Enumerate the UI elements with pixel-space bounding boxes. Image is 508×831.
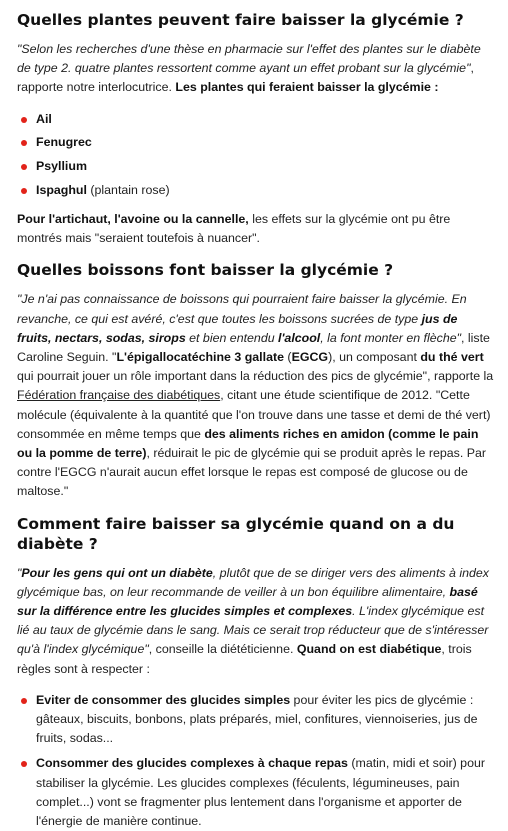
bold-text: du thé vert bbox=[420, 349, 484, 364]
bold-text: Pour l'artichaut, l'avoine ou la cannelle, bbox=[17, 211, 249, 226]
quote-text: " bbox=[17, 565, 22, 580]
list-item bbox=[17, 133, 494, 152]
list-item-text: (plantain rose) bbox=[86, 182, 170, 197]
bold-text: Les plantes qui feraient baisser la glycémie : bbox=[175, 80, 439, 95]
rules-list bbox=[17, 691, 494, 831]
list-item-bold: Eviter de consommer des glucides simples bbox=[36, 692, 291, 707]
body-text: , rapporte notre interlocutrice. bbox=[17, 61, 474, 95]
list-item bbox=[17, 754, 494, 831]
list-item-bold: Psyllium bbox=[36, 159, 87, 174]
body-text: ( bbox=[283, 349, 292, 364]
bullet-icon bbox=[21, 164, 27, 170]
plantes-intro-paragraph bbox=[17, 40, 494, 98]
bullet-icon bbox=[21, 117, 27, 123]
bold-text: Quand on est diabétique bbox=[296, 642, 442, 657]
bold-text: basé sur la différence entre les glucides simples et complexes bbox=[17, 584, 478, 618]
bold-text: jus de fruits, nectars, sodas, sirops bbox=[17, 311, 458, 345]
list-item bbox=[17, 157, 494, 176]
body-text: ), un composant bbox=[328, 349, 421, 364]
diabete-paragraph bbox=[17, 564, 494, 679]
bullet-icon bbox=[21, 698, 27, 704]
list-item bbox=[17, 110, 494, 129]
quote-text: "Je n'ai pas connaissance de boissons qui pourraient faire baisser la glycémie. En revanche, ce qui est avéré, c'est que toutes les boissons sucrées de type bbox=[17, 292, 467, 326]
quote-text: "Selon les recherches d'une thèse en pharmacie sur l'effet des plantes sur le diabète de type 2. quatre plantes ressortent comme ayant un effet probant sur la glycémie" bbox=[17, 42, 481, 76]
quote-text: , plutôt que de se diriger vers des aliments à index glycémique bas, on leur recommande de veiller à un bon équilibre alimentaire, bbox=[17, 565, 489, 599]
bullet-icon bbox=[21, 761, 27, 767]
bold-text: L'épigallocatéchine 3 gallate bbox=[116, 349, 284, 364]
list-item-bold: Ail bbox=[36, 111, 52, 126]
section-heading-boissons: Quelles boissons font baisser la glycémie ? bbox=[17, 261, 394, 280]
section-heading-plantes: Quelles plantes peuvent faire baisser la glycémie ? bbox=[17, 11, 464, 29]
body-text: qui pourrait jouer un rôle important dans la réduction des pics de glycémie", rapporte la bbox=[17, 369, 494, 384]
list-item-bold: Consommer des glucides complexes à chaque repas bbox=[36, 756, 348, 771]
federation-diabetiques-link[interactable]: Fédération française des diabétiques bbox=[17, 388, 221, 403]
body-text: , trois règles sont à respecter : bbox=[17, 642, 472, 676]
section-heading-diabete: Comment faire baisser sa glycémie quand on a du diabète ? bbox=[17, 514, 455, 553]
bold-text: Pour les gens qui ont un diabète bbox=[21, 565, 213, 580]
list-item bbox=[17, 181, 494, 200]
quote-text: et bien entendu bbox=[185, 330, 279, 345]
bullet-icon bbox=[21, 188, 27, 194]
body-text: les effets sur la glycémie ont pu être montrés mais "seraient toutefois à nuancer". bbox=[17, 211, 451, 246]
body-text: , conseille la diététicienne. bbox=[148, 642, 297, 657]
quote-text: , la font monter en flèche" bbox=[320, 330, 462, 345]
body-text: , citant une étude scientifique de 2012. "Cette molécule (équivalente à la quantité que l'on trouve dans une tasse et demi de thé vert) consommée en même temps que bbox=[17, 388, 491, 441]
artichaut-paragraph bbox=[17, 210, 494, 248]
plants-list bbox=[17, 110, 494, 200]
boissons-paragraph bbox=[17, 290, 494, 501]
bold-text: EGCG bbox=[291, 349, 329, 364]
list-item-text: pour éviter les pics de glycémie : gâteaux, biscuits, bonbons, plats préparés, miel, confitures, viennoiseries, jus de fruits, sodas... bbox=[36, 692, 478, 746]
bold-text: des aliments riches en amidon (comme le pain ou la pomme de terre) bbox=[17, 426, 479, 460]
list-item bbox=[17, 691, 494, 749]
body-text: , liste Caroline Seguin. " bbox=[17, 330, 490, 364]
list-item-bold: Fenugrec bbox=[36, 135, 92, 150]
quote-text: . L'index glycémique est lié au taux de glycémie dans le sang. Mais ce serait trop réducteur que de s'intéresser qu'à l'index glycémique" bbox=[17, 603, 489, 657]
bullet-icon bbox=[21, 140, 27, 146]
bold-text: l'alcool bbox=[278, 330, 321, 345]
list-item-bold: Ispaghul bbox=[36, 182, 87, 197]
body-text: , réduirait le pic de glycémie qui se produit après le repas. Par contre l'EGCG n'aurait aucun effet lorsque le repas est composé de glucose ou de maltose." bbox=[17, 445, 486, 499]
list-item-text: (matin, midi et soir) pour stabiliser la glycémie. Les glucides complexes (féculents, légumineuses, pain complet...) vont se fragmenter plus lentement dans l'organisme et apporter de l'énergie de manière continue. bbox=[36, 756, 485, 828]
